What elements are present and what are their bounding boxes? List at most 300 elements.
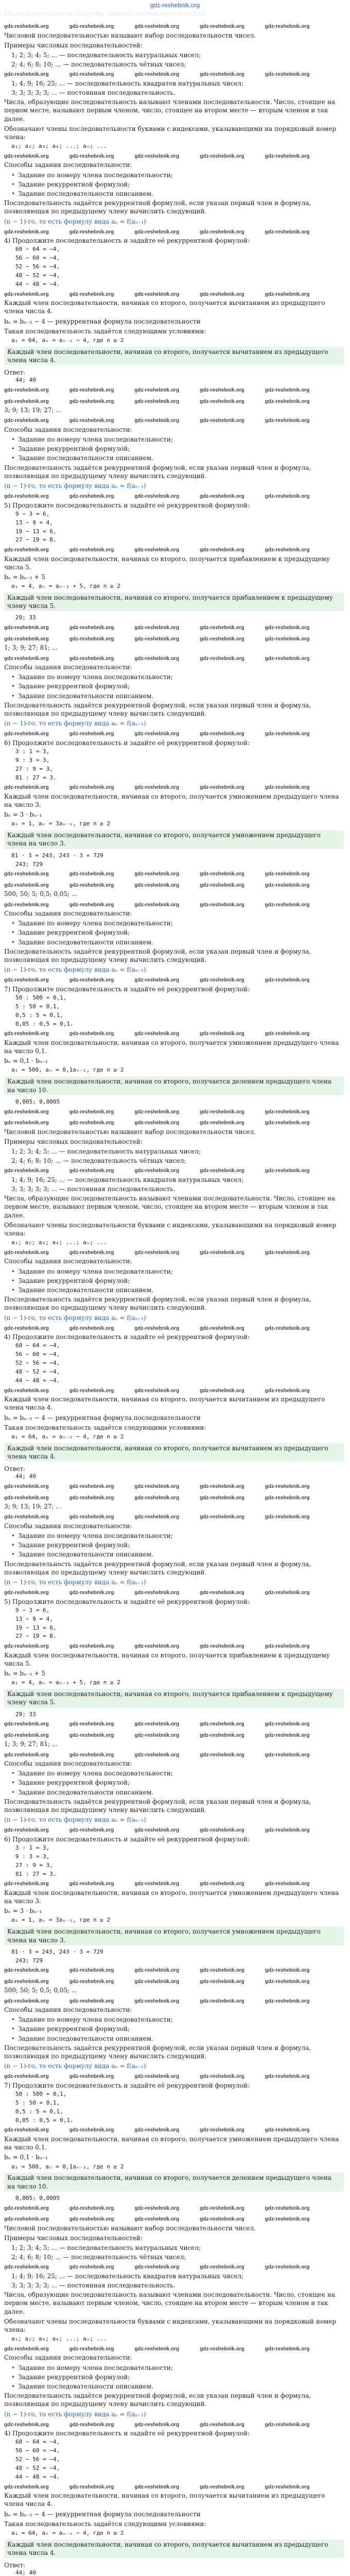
calc-step: 0,05 : 0,5 = 0,1. xyxy=(15,1020,74,1027)
rule-text: Каждый член последовательности, начиная со второго, получается вычитанием из предыдущего члена числа 4. xyxy=(4,2492,325,2508)
section-intro: 1; 3; 9; 27; 81; ... xyxy=(4,644,58,652)
watermark: gdz-reshebnik.org xyxy=(134,1643,180,1650)
recurrent-definition: Последовательность задаётся рекуррентной формулой, если указан первый член и формула, позволяющая по предыдущему члену вычислить следующий. xyxy=(4,199,311,215)
watermark: gdz-reshebnik.org xyxy=(4,1643,49,1650)
watermark: gdz-reshebnik.org xyxy=(134,1881,180,1887)
highlight-box: Каждый член последовательности, начиная со второго, получается умножением предыдущего члена на число 3. xyxy=(4,1926,344,1945)
watermark: gdz-reshebnik.org xyxy=(69,871,114,877)
watermark: gdz-reshebnik.org xyxy=(134,1168,180,1174)
task-text: Продолжите последовательность и задайте её рекуррентной формулой: xyxy=(12,1598,250,1605)
answer-formula: a₁ = 1, aₙ = 3aₙ₋₁, где n ≥ 2 xyxy=(11,820,111,827)
calc-step: 44 − 48 = −4. xyxy=(15,280,60,287)
watermark: gdz-reshebnik.org xyxy=(265,636,310,642)
watermark: gdz-reshebnik.org xyxy=(200,1978,244,1985)
watermark: gdz-reshebnik.org xyxy=(4,655,49,662)
watermark: gdz-reshebnik.org xyxy=(4,625,49,631)
task-row xyxy=(4,1835,344,1843)
rule-text: Каждый член последовательности, начиная со второго, получается умножением предыдущего члена на число 0,1. xyxy=(4,2135,339,2151)
watermark: gdz-reshebnik.org xyxy=(134,72,180,78)
watermark-row xyxy=(4,22,344,30)
way-item: • Задание рекуррентной формулой; xyxy=(11,1778,344,1787)
watermark: gdz-reshebnik.org xyxy=(4,1495,49,1501)
answer-formula: a₁ = 4, aₙ = aₙ₋₁ + 5, где n ≥ 2 xyxy=(11,1679,120,1686)
watermark: gdz-reshebnik.org xyxy=(69,398,114,404)
watermark: gdz-reshebnik.org xyxy=(265,2074,310,2080)
way-item: • Задание по номеру члена последовательности; xyxy=(11,2364,344,2372)
way-item: • Задание последовательности описанием. xyxy=(11,1286,344,1294)
notation-text: Обозначают члены последовательности буквами с индексами, указывающими на порядковый номер члена: xyxy=(4,2317,337,2333)
watermark: gdz-reshebnik.org xyxy=(4,1120,49,1126)
watermark: gdz-reshebnik.org xyxy=(4,977,49,984)
calc-step: 48 − 52 = −4, xyxy=(15,2465,60,2471)
watermark: gdz-reshebnik.org xyxy=(134,1514,180,1520)
watermark: gdz-reshebnik.org xyxy=(265,2421,310,2428)
watermark: gdz-reshebnik.org xyxy=(134,1249,180,1256)
task-number: 4) xyxy=(4,237,11,245)
watermark: gdz-reshebnik.org xyxy=(200,2074,244,2080)
watermark: gdz-reshebnik.org xyxy=(69,1120,114,1126)
reference-formula: (n − 1)-го, то есть формулу вида aₙ = f(aₙ₋₁) xyxy=(4,2062,146,2070)
watermark-row xyxy=(4,1107,344,1116)
next-calc: 81 · 3 = 243, 243 · 3 = 729 xyxy=(11,1948,103,1955)
next-terms: 44; 40 xyxy=(15,1473,36,1480)
way-item: • Задание рекуррентной формулой; xyxy=(11,445,344,453)
conditions-text: Такая последовательность задаётся следующими условиями: xyxy=(4,327,206,335)
watermark: gdz-reshebnik.org xyxy=(69,1109,114,1115)
section-intro: 3; 9; 13; 19; 27; ... xyxy=(4,1503,62,1511)
way-item: • Задание рекуррентной формулой; xyxy=(11,180,344,189)
watermark: gdz-reshebnik.org xyxy=(200,1168,244,1174)
way-item: • Задание по номеру члена последовательности; xyxy=(11,435,344,444)
watermark-row xyxy=(4,492,344,500)
watermark: gdz-reshebnik.org xyxy=(69,731,114,737)
calc-step: 44 − 48 = −4. xyxy=(15,1377,60,1384)
watermark: gdz-reshebnik.org xyxy=(265,625,310,631)
watermark: gdz-reshebnik.org xyxy=(4,2421,49,2428)
way-item: • Задание по номеру члена последовательности; xyxy=(11,171,344,179)
calc-step: 52 − 56 = −4, xyxy=(15,1360,60,1367)
highlight-box: Каждый член последовательности, начиная со второго, получается делением предыдущего члена на число 10. xyxy=(4,2173,344,2191)
calc-step: 13 − 9 = 4, xyxy=(15,1615,53,1622)
calc-step: 3 : 1 = 3, xyxy=(15,748,50,755)
rule-text: Каждый член последовательности, начиная со второго, получается умножением предыдущего члена на число 3. xyxy=(4,792,339,809)
section-block xyxy=(4,1977,344,2212)
calc-step: 19 − 13 = 6, xyxy=(15,1624,57,1631)
watermark: gdz-reshebnik.org xyxy=(265,2264,310,2270)
recurrent-formula: bₙ = bₙ₋₁ − 4 — рекуррентная формула последовательности xyxy=(4,2510,201,2518)
watermark: gdz-reshebnik.org xyxy=(69,1484,114,1490)
watermark: gdz-reshebnik.org xyxy=(265,1249,310,1256)
ways-title: Способы задания последовательности: xyxy=(4,1760,132,1768)
watermark: gdz-reshebnik.org xyxy=(265,547,310,553)
watermark-row xyxy=(4,1641,344,1650)
calc-step: 44 − 48 = −4. xyxy=(15,2473,60,2480)
next-terms: 0,005; 0,0005 xyxy=(15,1098,60,1105)
next-terms: 44; 40 xyxy=(15,377,36,384)
task-text: Продолжите последовательность и задайте её рекуррентной формулой: xyxy=(12,237,250,245)
watermark: gdz-reshebnik.org xyxy=(265,1325,310,1331)
watermark: gdz-reshebnik.org xyxy=(134,977,180,984)
watermark: gdz-reshebnik.org xyxy=(69,2074,114,2080)
recurrent-formula: bₙ = 0,1 · bₙ₋₁ xyxy=(4,1057,48,1065)
watermark: gdz-reshebnik.org xyxy=(265,2127,310,2133)
next-terms: 243; 729 xyxy=(15,860,43,868)
calc-step: 19 − 13 = 6, xyxy=(15,528,57,535)
watermark: gdz-reshebnik.org xyxy=(200,387,244,394)
sequence-notation: a₁; a₂; a₃; a₄; ...; aₙ; ... xyxy=(11,2335,107,2343)
way-item: • Задание последовательности описанием. xyxy=(11,938,344,946)
calc-step: 9 : 3 = 3, xyxy=(15,756,50,764)
watermark: gdz-reshebnik.org xyxy=(134,1120,180,1126)
watermark-row xyxy=(4,634,344,643)
task-row xyxy=(4,2081,344,2090)
calc-step: 9 : 3 = 3, xyxy=(15,1853,50,1860)
watermark: gdz-reshebnik.org xyxy=(69,2216,114,2223)
watermark: gdz-reshebnik.org xyxy=(134,871,180,877)
ways-title: Способы задания последовательности: xyxy=(4,1258,132,1265)
site-header-link[interactable]: gdz-reshebnik.org xyxy=(150,2,200,9)
watermark: gdz-reshebnik.org xyxy=(4,398,49,404)
watermark: gdz-reshebnik.org xyxy=(134,153,180,159)
watermark: gdz-reshebnik.org xyxy=(134,2484,180,2490)
watermark: gdz-reshebnik.org xyxy=(200,291,244,297)
calc-step: 9 − 3 = 6, xyxy=(15,510,50,517)
watermark: gdz-reshebnik.org xyxy=(4,1998,49,2004)
watermark: gdz-reshebnik.org xyxy=(200,902,244,908)
next-terms: 29; 33 xyxy=(15,614,36,621)
watermark: gdz-reshebnik.org xyxy=(4,2484,49,2490)
next-terms: 44; 40 xyxy=(15,2569,36,2576)
watermark: gdz-reshebnik.org xyxy=(4,153,49,159)
watermark: gdz-reshebnik.org xyxy=(4,1325,49,1331)
numbering-text: Числа, образующие последовательность называют членами последовательности. Число, стоящее на первом месте, называют первым членом, число, стоящее на втором месте — вторым членом и так далее. xyxy=(4,2291,336,2315)
watermark: gdz-reshebnik.org xyxy=(265,1998,310,2004)
watermark: gdz-reshebnik.org xyxy=(134,1325,180,1331)
watermark-row xyxy=(4,416,344,425)
task-number: 4) xyxy=(4,1333,11,1341)
watermark: gdz-reshebnik.org xyxy=(134,291,180,297)
watermark: gdz-reshebnik.org xyxy=(134,2346,180,2352)
watermark: gdz-reshebnik.org xyxy=(134,2127,180,2133)
ways-title: Способы задания последовательности: xyxy=(4,2354,132,2362)
ways-title: Способы задания последовательности: xyxy=(4,2006,132,2014)
watermark: gdz-reshebnik.org xyxy=(69,24,114,29)
answer-label: Ответ: xyxy=(4,369,26,377)
next-terms: 29; 33 xyxy=(15,1710,36,1718)
watermark: gdz-reshebnik.org xyxy=(4,636,49,642)
watermark-row xyxy=(4,151,344,160)
way-item: • Задание по номеру члена последовательности; xyxy=(11,1769,344,1777)
examples-title: Примеры числовых последовательностей: xyxy=(4,41,143,49)
answer-formula: a₁ = 64, aₙ = aₙ₋₁ − 4, где n ≥ 2 xyxy=(11,336,124,344)
watermark: gdz-reshebnik.org xyxy=(69,1249,114,1256)
watermark: gdz-reshebnik.org xyxy=(200,882,244,888)
watermark: gdz-reshebnik.org xyxy=(134,785,180,791)
watermark: gdz-reshebnik.org xyxy=(4,1249,49,1256)
way-item: • Задание рекуррентной формулой; xyxy=(11,928,344,937)
section-block xyxy=(4,397,344,632)
task-row xyxy=(4,236,344,245)
watermark: gdz-reshebnik.org xyxy=(200,1752,244,1758)
watermark: gdz-reshebnik.org xyxy=(200,2216,244,2223)
answer-formula: a₁ = 500, aₙ = 0,1aₙ₋₁, где n ≥ 2 xyxy=(11,2163,124,2170)
calc-step: 13 − 9 = 4, xyxy=(15,519,53,526)
rule-text: Каждый член последовательности, начиная со второго, получается прибавлением к предыдущему числа 5. xyxy=(4,555,330,571)
calc-step: 60 − 64 = −4, xyxy=(15,1342,60,1349)
content xyxy=(4,21,344,2576)
watermark: gdz-reshebnik.org xyxy=(200,24,244,29)
watermark: gdz-reshebnik.org xyxy=(69,785,114,791)
watermark: gdz-reshebnik.org xyxy=(4,2264,49,2270)
watermark: gdz-reshebnik.org xyxy=(200,547,244,553)
watermark: gdz-reshebnik.org xyxy=(265,1109,310,1115)
examples-title: Примеры числовых последовательностей: xyxy=(4,2234,143,2242)
watermark: gdz-reshebnik.org xyxy=(265,1590,310,1596)
task-number: 5) xyxy=(4,501,11,509)
recurrent-formula: bₙ = 0,1 · bₙ₋₁ xyxy=(4,2154,48,2161)
section-block xyxy=(4,22,344,394)
recurrent-formula: bₙ = bₙ₋₁ + 5 xyxy=(4,573,45,581)
watermark-row xyxy=(4,2125,344,2134)
task-row xyxy=(4,1598,344,1606)
calc-step: 81 : 27 = 3. xyxy=(15,1870,57,1877)
watermark-row xyxy=(4,70,344,78)
reference-formula: (n − 1)-го, то есть формулу вида aₙ = f(aₙ₋₁) xyxy=(4,1816,146,1824)
watermark: gdz-reshebnik.org xyxy=(265,1495,310,1501)
watermark: gdz-reshebnik.org xyxy=(200,398,244,404)
watermark: gdz-reshebnik.org xyxy=(134,1495,180,1501)
task-text: Продолжите последовательность и задайте её рекуррентной формулой: xyxy=(12,501,250,509)
watermark: gdz-reshebnik.org xyxy=(200,1325,244,1331)
watermark: gdz-reshebnik.org xyxy=(200,1590,244,1596)
calc-step: 9 − 3 = 6, xyxy=(15,1606,50,1614)
answer-formula: a₁ = 1, aₙ = 3aₙ₋₁, где n ≥ 2 xyxy=(11,1917,111,1924)
watermark: gdz-reshebnik.org xyxy=(134,229,180,235)
watermark: gdz-reshebnik.org xyxy=(200,494,244,500)
watermark: gdz-reshebnik.org xyxy=(134,1031,180,1037)
watermark: gdz-reshebnik.org xyxy=(265,1752,310,1758)
task-text: Продолжите последовательность и задайте её рекуррентной формулой: xyxy=(12,1333,250,1341)
watermark-row xyxy=(4,397,344,405)
watermark: gdz-reshebnik.org xyxy=(69,153,114,159)
task-row xyxy=(4,1333,344,1341)
watermark: gdz-reshebnik.org xyxy=(265,418,310,424)
watermark: gdz-reshebnik.org xyxy=(4,229,49,235)
watermark: gdz-reshebnik.org xyxy=(4,731,49,737)
watermark-row xyxy=(4,1493,344,1502)
watermark: gdz-reshebnik.org xyxy=(69,1978,114,1985)
watermark: gdz-reshebnik.org xyxy=(265,2205,310,2211)
watermark: gdz-reshebnik.org xyxy=(134,2205,180,2211)
watermark: gdz-reshebnik.org xyxy=(134,1732,180,1738)
example-item: 2; 4; 6; 8; 10; ... — последовательность чётных чисел; xyxy=(11,1157,186,1165)
section-block xyxy=(4,1118,344,1490)
conditions-text: Такая последовательность задаётся следующими условиями: xyxy=(4,1423,206,1431)
watermark-row xyxy=(4,900,344,909)
watermark: gdz-reshebnik.org xyxy=(200,1249,244,1256)
watermark-row xyxy=(4,1750,344,1759)
watermark: gdz-reshebnik.org xyxy=(200,229,244,235)
answer-formula: a₁ = 4, aₙ = aₙ₋₁ + 5, где n ≥ 2 xyxy=(11,583,120,590)
watermark: gdz-reshebnik.org xyxy=(4,1590,49,1596)
task-number: 6) xyxy=(4,739,11,747)
example-item: 3; 3; 3; 3; 3; ... — постоянная последовательность. xyxy=(11,89,176,96)
recurrent-definition: Последовательность задаётся рекуррентной формулой, если указан первый член и формула, позволяющая по предыдущему члену вычислить следующий. xyxy=(4,701,311,717)
watermark: gdz-reshebnik.org xyxy=(69,2205,114,2211)
watermark-row xyxy=(4,1324,344,1332)
calc-step: 52 − 56 = −4, xyxy=(15,2456,60,2463)
watermark: gdz-reshebnik.org xyxy=(69,2421,114,2428)
way-item: • Задание последовательности описанием. xyxy=(11,2382,344,2391)
watermark: gdz-reshebnik.org xyxy=(69,1325,114,1331)
notation-text: Обозначают члены последовательности буквами с индексами, указывающими на порядковый номер члена: xyxy=(4,125,337,141)
section-intro: 3; 9; 13; 19; 27; ... xyxy=(4,406,62,414)
ways-title: Способы задания последовательности: xyxy=(4,1522,132,1530)
task-row xyxy=(4,985,344,993)
highlight-box: Каждый член последовательности, начиная со второго, получается прибавлением к предыдущему члену числа 5. xyxy=(4,1689,344,1707)
calc-step: 0,05 : 0,5 = 0,1. xyxy=(15,2116,74,2124)
watermark: gdz-reshebnik.org xyxy=(200,153,244,159)
watermark: gdz-reshebnik.org xyxy=(134,2264,180,2270)
watermark-row xyxy=(4,1029,344,1038)
example-item: 1; 2; 3; 4; 5; ... — последовательность натуральных чисел; xyxy=(11,1147,201,1155)
watermark: gdz-reshebnik.org xyxy=(265,655,310,662)
watermark: gdz-reshebnik.org xyxy=(4,882,49,888)
watermark: gdz-reshebnik.org xyxy=(200,1484,244,1490)
section-block xyxy=(4,2214,344,2576)
watermark: gdz-reshebnik.org xyxy=(200,1643,244,1650)
watermark: gdz-reshebnik.org xyxy=(134,625,180,631)
watermark: gdz-reshebnik.org xyxy=(265,1732,310,1738)
watermark: gdz-reshebnik.org xyxy=(4,1031,49,1037)
watermark: gdz-reshebnik.org xyxy=(69,1721,114,1727)
watermark: gdz-reshebnik.org xyxy=(265,2216,310,2223)
task-number: 6) xyxy=(4,1835,11,1843)
recurrent-formula: bₙ = bₙ₋₁ − 4 — рекуррентная формула последовательности xyxy=(4,317,201,325)
watermark: gdz-reshebnik.org xyxy=(4,1514,49,1520)
watermark: gdz-reshebnik.org xyxy=(134,547,180,553)
watermark: gdz-reshebnik.org xyxy=(4,418,49,424)
reference-formula: (n − 1)-го, то есть формулу вида aₙ = f(aₙ₋₁) xyxy=(4,1314,146,1321)
calc-step: 50 : 500 = 0,1, xyxy=(15,994,67,1002)
watermark-row xyxy=(4,2214,344,2223)
way-item: • Задание рекуррентной формулой; xyxy=(11,1541,344,1549)
ways-title: Способы задания последовательности: xyxy=(4,161,132,169)
watermark: gdz-reshebnik.org xyxy=(69,1998,114,2004)
watermark-row xyxy=(4,2262,344,2271)
watermark: gdz-reshebnik.org xyxy=(134,902,180,908)
recurrent-definition: Последовательность задаётся рекуррентной формулой, если указан первый член и формула, позволяющая по предыдущему члену вычислить следующий. xyxy=(4,1798,311,1814)
watermark: gdz-reshebnik.org xyxy=(200,1732,244,1738)
watermark: gdz-reshebnik.org xyxy=(265,387,310,394)
watermark-row xyxy=(4,1512,344,1521)
watermark: gdz-reshebnik.org xyxy=(69,2127,114,2133)
watermark: gdz-reshebnik.org xyxy=(200,1031,244,1037)
way-item: • Задание по номеру члена последовательности; xyxy=(11,919,344,927)
recurrent-formula: bₙ = 3 · bₙ₋₁ xyxy=(4,811,42,819)
watermark: gdz-reshebnik.org xyxy=(265,1643,310,1650)
way-item: • Задание по номеру члена последовательности; xyxy=(11,1267,344,1276)
highlight-box: Каждый член последовательности, начиная со второго, получается вычитанием из предыдущего члена числа 4. xyxy=(4,347,344,365)
watermark: gdz-reshebnik.org xyxy=(134,1752,180,1758)
watermark: gdz-reshebnik.org xyxy=(4,1978,49,1985)
example-item: 1; 2; 3; 4; 5; ... — последовательность натуральных чисел; xyxy=(11,51,201,59)
way-item: • Задание рекуррентной формулой; xyxy=(11,2025,344,2033)
watermark: gdz-reshebnik.org xyxy=(4,1387,49,1394)
watermark-row xyxy=(4,975,344,984)
task-number: 5) xyxy=(4,1598,11,1605)
watermark: gdz-reshebnik.org xyxy=(134,1827,180,1834)
watermark: gdz-reshebnik.org xyxy=(265,1968,310,1974)
watermark-row xyxy=(4,1965,344,1974)
watermark: gdz-reshebnik.org xyxy=(4,1968,49,1974)
watermark-row xyxy=(4,623,344,632)
watermark: gdz-reshebnik.org xyxy=(69,418,114,424)
watermark-row xyxy=(4,1482,344,1490)
example-item: 3; 3; 3; 3; 3; ... — постоянная последовательность. xyxy=(11,2282,176,2289)
highlight-box: Каждый член последовательности, начиная со второго, получается делением предыдущего члена на число 10. xyxy=(4,1076,344,1095)
way-item: • Задание рекуррентной формулой; xyxy=(11,2373,344,2381)
watermark: gdz-reshebnik.org xyxy=(4,1484,49,1490)
watermark-row xyxy=(4,880,344,889)
watermark-row xyxy=(4,1977,344,1986)
watermark: gdz-reshebnik.org xyxy=(265,1881,310,1887)
watermark: gdz-reshebnik.org xyxy=(69,72,114,78)
watermark: gdz-reshebnik.org xyxy=(69,902,114,908)
watermark: gdz-reshebnik.org xyxy=(69,2484,114,2490)
way-item: • Задание рекуррентной формулой; xyxy=(11,682,344,690)
watermark: gdz-reshebnik.org xyxy=(200,1827,244,1834)
watermark: gdz-reshebnik.org xyxy=(134,636,180,642)
watermark: gdz-reshebnik.org xyxy=(4,291,49,297)
watermark-row xyxy=(4,385,344,394)
watermark: gdz-reshebnik.org xyxy=(200,2421,244,2428)
answer-label: Ответ: xyxy=(4,1465,26,1473)
watermark-row xyxy=(4,2420,344,2429)
sequence-notation: a₁; a₂; a₃; a₄; ...; aₙ; ... xyxy=(11,143,107,150)
watermark: gdz-reshebnik.org xyxy=(200,1120,244,1126)
way-item: • Задание последовательности описанием. xyxy=(11,1788,344,1797)
reference-formula: (n − 1)-го, то есть формулу вида aₙ = f(aₙ₋₁) xyxy=(4,482,146,489)
watermark: gdz-reshebnik.org xyxy=(265,731,310,737)
example-item: 1; 4; 9; 16; 25; ... — последовательность квадратов натуральных чисел; xyxy=(11,79,244,87)
watermark: gdz-reshebnik.org xyxy=(4,902,49,908)
watermark: gdz-reshebnik.org xyxy=(4,2127,49,2133)
watermark: gdz-reshebnik.org xyxy=(265,2484,310,2490)
calc-step: 27 − 19 = 8. xyxy=(15,536,57,544)
watermark: gdz-reshebnik.org xyxy=(134,398,180,404)
watermark: gdz-reshebnik.org xyxy=(200,418,244,424)
ways-title: Способы задания последовательности: xyxy=(4,426,132,433)
section-block xyxy=(4,880,344,1115)
watermark: gdz-reshebnik.org xyxy=(265,1387,310,1394)
recurrent-definition: Последовательность задаётся рекуррентной формулой, если указан первый член и формула, позволяющая по предыдущему члену вычислить следующий. xyxy=(4,464,311,480)
watermark: gdz-reshebnik.org xyxy=(4,1732,49,1738)
watermark: gdz-reshebnik.org xyxy=(4,1109,49,1115)
watermark-row xyxy=(4,1248,344,1257)
next-calc: 81 · 3 = 243, 243 · 3 = 729 xyxy=(11,852,103,859)
watermark: gdz-reshebnik.org xyxy=(265,902,310,908)
watermark-row xyxy=(4,2482,344,2491)
watermark-row xyxy=(4,2072,344,2080)
sequence-notation: a₁; a₂; a₃; a₄; ...; aₙ; ... xyxy=(11,1239,107,1246)
watermark: gdz-reshebnik.org xyxy=(69,2264,114,2270)
watermark: gdz-reshebnik.org xyxy=(69,1643,114,1650)
watermark: gdz-reshebnik.org xyxy=(134,494,180,500)
watermark: gdz-reshebnik.org xyxy=(265,1031,310,1037)
watermark: gdz-reshebnik.org xyxy=(4,2216,49,2223)
calc-step: 27 : 9 = 3, xyxy=(15,1861,53,1869)
